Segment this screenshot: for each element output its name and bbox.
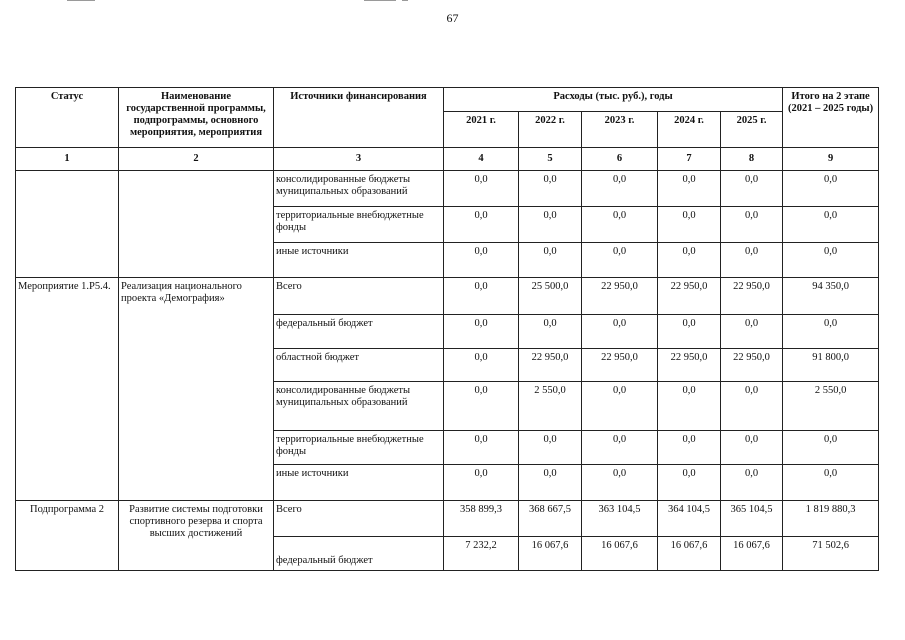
header-total: Итого на 2 этапе (2021 – 2025 годы) xyxy=(783,88,879,148)
value-cell: 22 950,0 xyxy=(721,278,783,315)
column-number: 8 xyxy=(721,148,783,171)
total-cell: 71 502,6 xyxy=(783,537,879,571)
table-row xyxy=(16,501,879,537)
source-cell: федеральный бюджет xyxy=(274,315,444,349)
name-cell: Развитие системы подготовки спортивного резерва и спорта высших достижений xyxy=(119,501,274,571)
value-cell: 22 950,0 xyxy=(658,349,721,382)
value-cell: 0,0 xyxy=(658,171,721,207)
header-status: Статус xyxy=(16,88,119,148)
value-cell: 0,0 xyxy=(519,243,582,278)
name-cell: Реализация национального проекта «Демография» xyxy=(119,278,274,501)
value-cell: 0,0 xyxy=(444,431,519,465)
name-cell-empty xyxy=(119,171,274,278)
table-row xyxy=(16,278,879,315)
top-rule-mid xyxy=(364,0,396,1)
header-year: 2024 г. xyxy=(658,112,721,148)
column-number: 6 xyxy=(582,148,658,171)
status-cell: Мероприятие 1.Р5.4. xyxy=(16,278,119,501)
value-cell: 0,0 xyxy=(658,382,721,431)
total-cell: 91 800,0 xyxy=(783,349,879,382)
value-cell: 368 667,5 xyxy=(519,501,582,537)
value-cell: 22 950,0 xyxy=(582,349,658,382)
column-number: 3 xyxy=(274,148,444,171)
value-cell: 0,0 xyxy=(721,382,783,431)
header-year: 2023 г. xyxy=(582,112,658,148)
column-number-row xyxy=(16,148,879,171)
value-cell: 0,0 xyxy=(582,315,658,349)
column-number: 4 xyxy=(444,148,519,171)
total-cell: 1 819 880,3 xyxy=(783,501,879,537)
value-cell: 0,0 xyxy=(721,243,783,278)
value-cell: 0,0 xyxy=(519,431,582,465)
value-cell: 22 950,0 xyxy=(721,349,783,382)
value-cell: 0,0 xyxy=(721,431,783,465)
source-cell: территориальные внебюджетные фонды xyxy=(274,431,444,465)
header-sources: Источники финансирования xyxy=(274,88,444,148)
value-cell: 0,0 xyxy=(519,207,582,243)
value-cell: 364 104,5 xyxy=(658,501,721,537)
value-cell: 0,0 xyxy=(658,315,721,349)
value-cell: 0,0 xyxy=(721,171,783,207)
header-expenses: Расходы (тыс. руб.), годы xyxy=(444,88,783,112)
value-cell: 16 067,6 xyxy=(721,537,783,571)
value-cell: 0,0 xyxy=(658,431,721,465)
value-cell: 22 950,0 xyxy=(519,349,582,382)
status-cell-empty xyxy=(16,171,119,278)
header-row-1 xyxy=(16,88,879,112)
value-cell: 0,0 xyxy=(444,465,519,501)
value-cell: 0,0 xyxy=(658,243,721,278)
header-name: Наименование государственной программы, подпрограммы, основного мероприятия, мероприятия xyxy=(119,88,274,148)
value-cell: 16 067,6 xyxy=(582,537,658,571)
value-cell: 0,0 xyxy=(721,465,783,501)
value-cell: 0,0 xyxy=(444,382,519,431)
total-cell: 0,0 xyxy=(783,243,879,278)
top-rule-left xyxy=(67,0,95,1)
source-cell: консолидированные бюджеты муниципальных образований xyxy=(274,382,444,431)
top-rule-right xyxy=(402,0,408,1)
source-cell: территориальные внебюджетные фонды xyxy=(274,207,444,243)
value-cell: 0,0 xyxy=(444,278,519,315)
table-row xyxy=(16,171,879,207)
total-cell: 0,0 xyxy=(783,171,879,207)
value-cell: 0,0 xyxy=(444,315,519,349)
value-cell: 0,0 xyxy=(582,382,658,431)
column-number: 1 xyxy=(16,148,119,171)
source-cell: Всего xyxy=(274,501,444,537)
total-cell: 0,0 xyxy=(783,315,879,349)
column-number: 9 xyxy=(783,148,879,171)
source-cell: консолидированные бюджеты муниципальных образований xyxy=(274,171,444,207)
value-cell: 0,0 xyxy=(444,243,519,278)
header-year: 2025 г. xyxy=(721,112,783,148)
value-cell: 0,0 xyxy=(582,465,658,501)
value-cell: 0,0 xyxy=(721,207,783,243)
value-cell: 0,0 xyxy=(582,207,658,243)
header-year: 2022 г. xyxy=(519,112,582,148)
header-year: 2021 г. xyxy=(444,112,519,148)
value-cell: 358 899,3 xyxy=(444,501,519,537)
source-cell: Всего xyxy=(274,278,444,315)
value-cell: 0,0 xyxy=(658,465,721,501)
value-cell: 22 950,0 xyxy=(658,278,721,315)
value-cell: 16 067,6 xyxy=(519,537,582,571)
column-number: 2 xyxy=(119,148,274,171)
value-cell: 22 950,0 xyxy=(582,278,658,315)
value-cell: 0,0 xyxy=(658,207,721,243)
value-cell: 0,0 xyxy=(582,171,658,207)
value-cell: 0,0 xyxy=(582,431,658,465)
column-number: 5 xyxy=(519,148,582,171)
value-cell: 0,0 xyxy=(519,465,582,501)
value-cell: 2 550,0 xyxy=(519,382,582,431)
value-cell: 0,0 xyxy=(444,207,519,243)
source-cell: иные источники xyxy=(274,243,444,278)
value-cell: 0,0 xyxy=(519,315,582,349)
total-cell: 2 550,0 xyxy=(783,382,879,431)
value-cell: 365 104,5 xyxy=(721,501,783,537)
financing-table xyxy=(15,87,879,571)
total-cell: 0,0 xyxy=(783,465,879,501)
status-cell: Подпрограмма 2 xyxy=(16,501,119,571)
total-cell: 0,0 xyxy=(783,207,879,243)
source-cell: иные источники xyxy=(274,465,444,501)
value-cell: 7 232,2 xyxy=(444,537,519,571)
total-cell: 94 350,0 xyxy=(783,278,879,315)
value-cell: 0,0 xyxy=(721,315,783,349)
source-cell: федеральный бюджет xyxy=(274,537,444,571)
total-cell: 0,0 xyxy=(783,431,879,465)
column-number: 7 xyxy=(658,148,721,171)
value-cell: 25 500,0 xyxy=(519,278,582,315)
value-cell: 363 104,5 xyxy=(582,501,658,537)
source-cell: областной бюджет xyxy=(274,349,444,382)
value-cell: 0,0 xyxy=(519,171,582,207)
value-cell: 16 067,6 xyxy=(658,537,721,571)
value-cell: 0,0 xyxy=(582,243,658,278)
page-number: 67 xyxy=(446,11,459,25)
value-cell: 0,0 xyxy=(444,349,519,382)
value-cell: 0,0 xyxy=(444,171,519,207)
